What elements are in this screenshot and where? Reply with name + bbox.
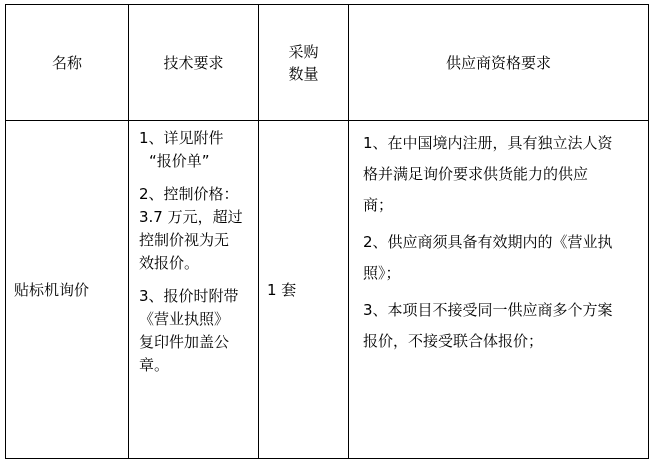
supplier-line: 2、供应商须具备有效期内的《营业执	[363, 233, 613, 251]
tech-line: 《营业执照》	[139, 310, 230, 328]
supplier-item	[363, 227, 638, 289]
tech-line: 3.7 万元，超过	[139, 208, 243, 226]
tech-requirements	[129, 121, 259, 459]
tech-line: 1、详见附件	[139, 129, 224, 147]
tech-line: 3、报价时附带	[139, 287, 239, 305]
tech-line: 控制价视为无	[139, 231, 230, 249]
header-qty-line1: 采购	[288, 42, 319, 61]
header-qty-line2: 数量	[288, 64, 319, 83]
supplier-line: 商；	[363, 196, 394, 214]
supplier-requirements	[349, 121, 649, 459]
supplier-line: 1、在中国境内注册，具有独立法人资	[363, 134, 613, 152]
tech-line: 效报价。	[139, 254, 200, 272]
supplier-item	[363, 295, 638, 357]
table-row	[6, 121, 649, 459]
tech-line: 章。	[139, 356, 170, 374]
tech-line: 复印件加盖公	[139, 333, 230, 351]
item-name: 贴标机询价	[6, 121, 129, 459]
tech-item	[139, 285, 248, 377]
tech-line: “报价单”	[149, 152, 210, 170]
supplier-item	[363, 128, 638, 221]
supplier-line: 格并满足询价要求供货能力的供应	[363, 165, 589, 183]
header-tech: 技术要求	[129, 5, 259, 121]
supplier-line: 照》；	[363, 264, 401, 282]
header-qty	[259, 5, 349, 121]
tech-item	[139, 127, 248, 173]
tech-item	[139, 183, 248, 275]
supplier-line: 报价，不接受联合体报价；	[363, 332, 544, 350]
supplier-line: 3、本项目不接受同一供应商多个方案	[363, 301, 613, 319]
header-name: 名称	[6, 5, 129, 121]
header-row	[6, 5, 649, 121]
purchase-quantity: 1 套	[259, 121, 349, 459]
header-supplier: 供应商资格要求	[349, 5, 649, 121]
requirements-table	[5, 4, 649, 459]
tech-line: 2、控制价格：	[139, 185, 239, 203]
